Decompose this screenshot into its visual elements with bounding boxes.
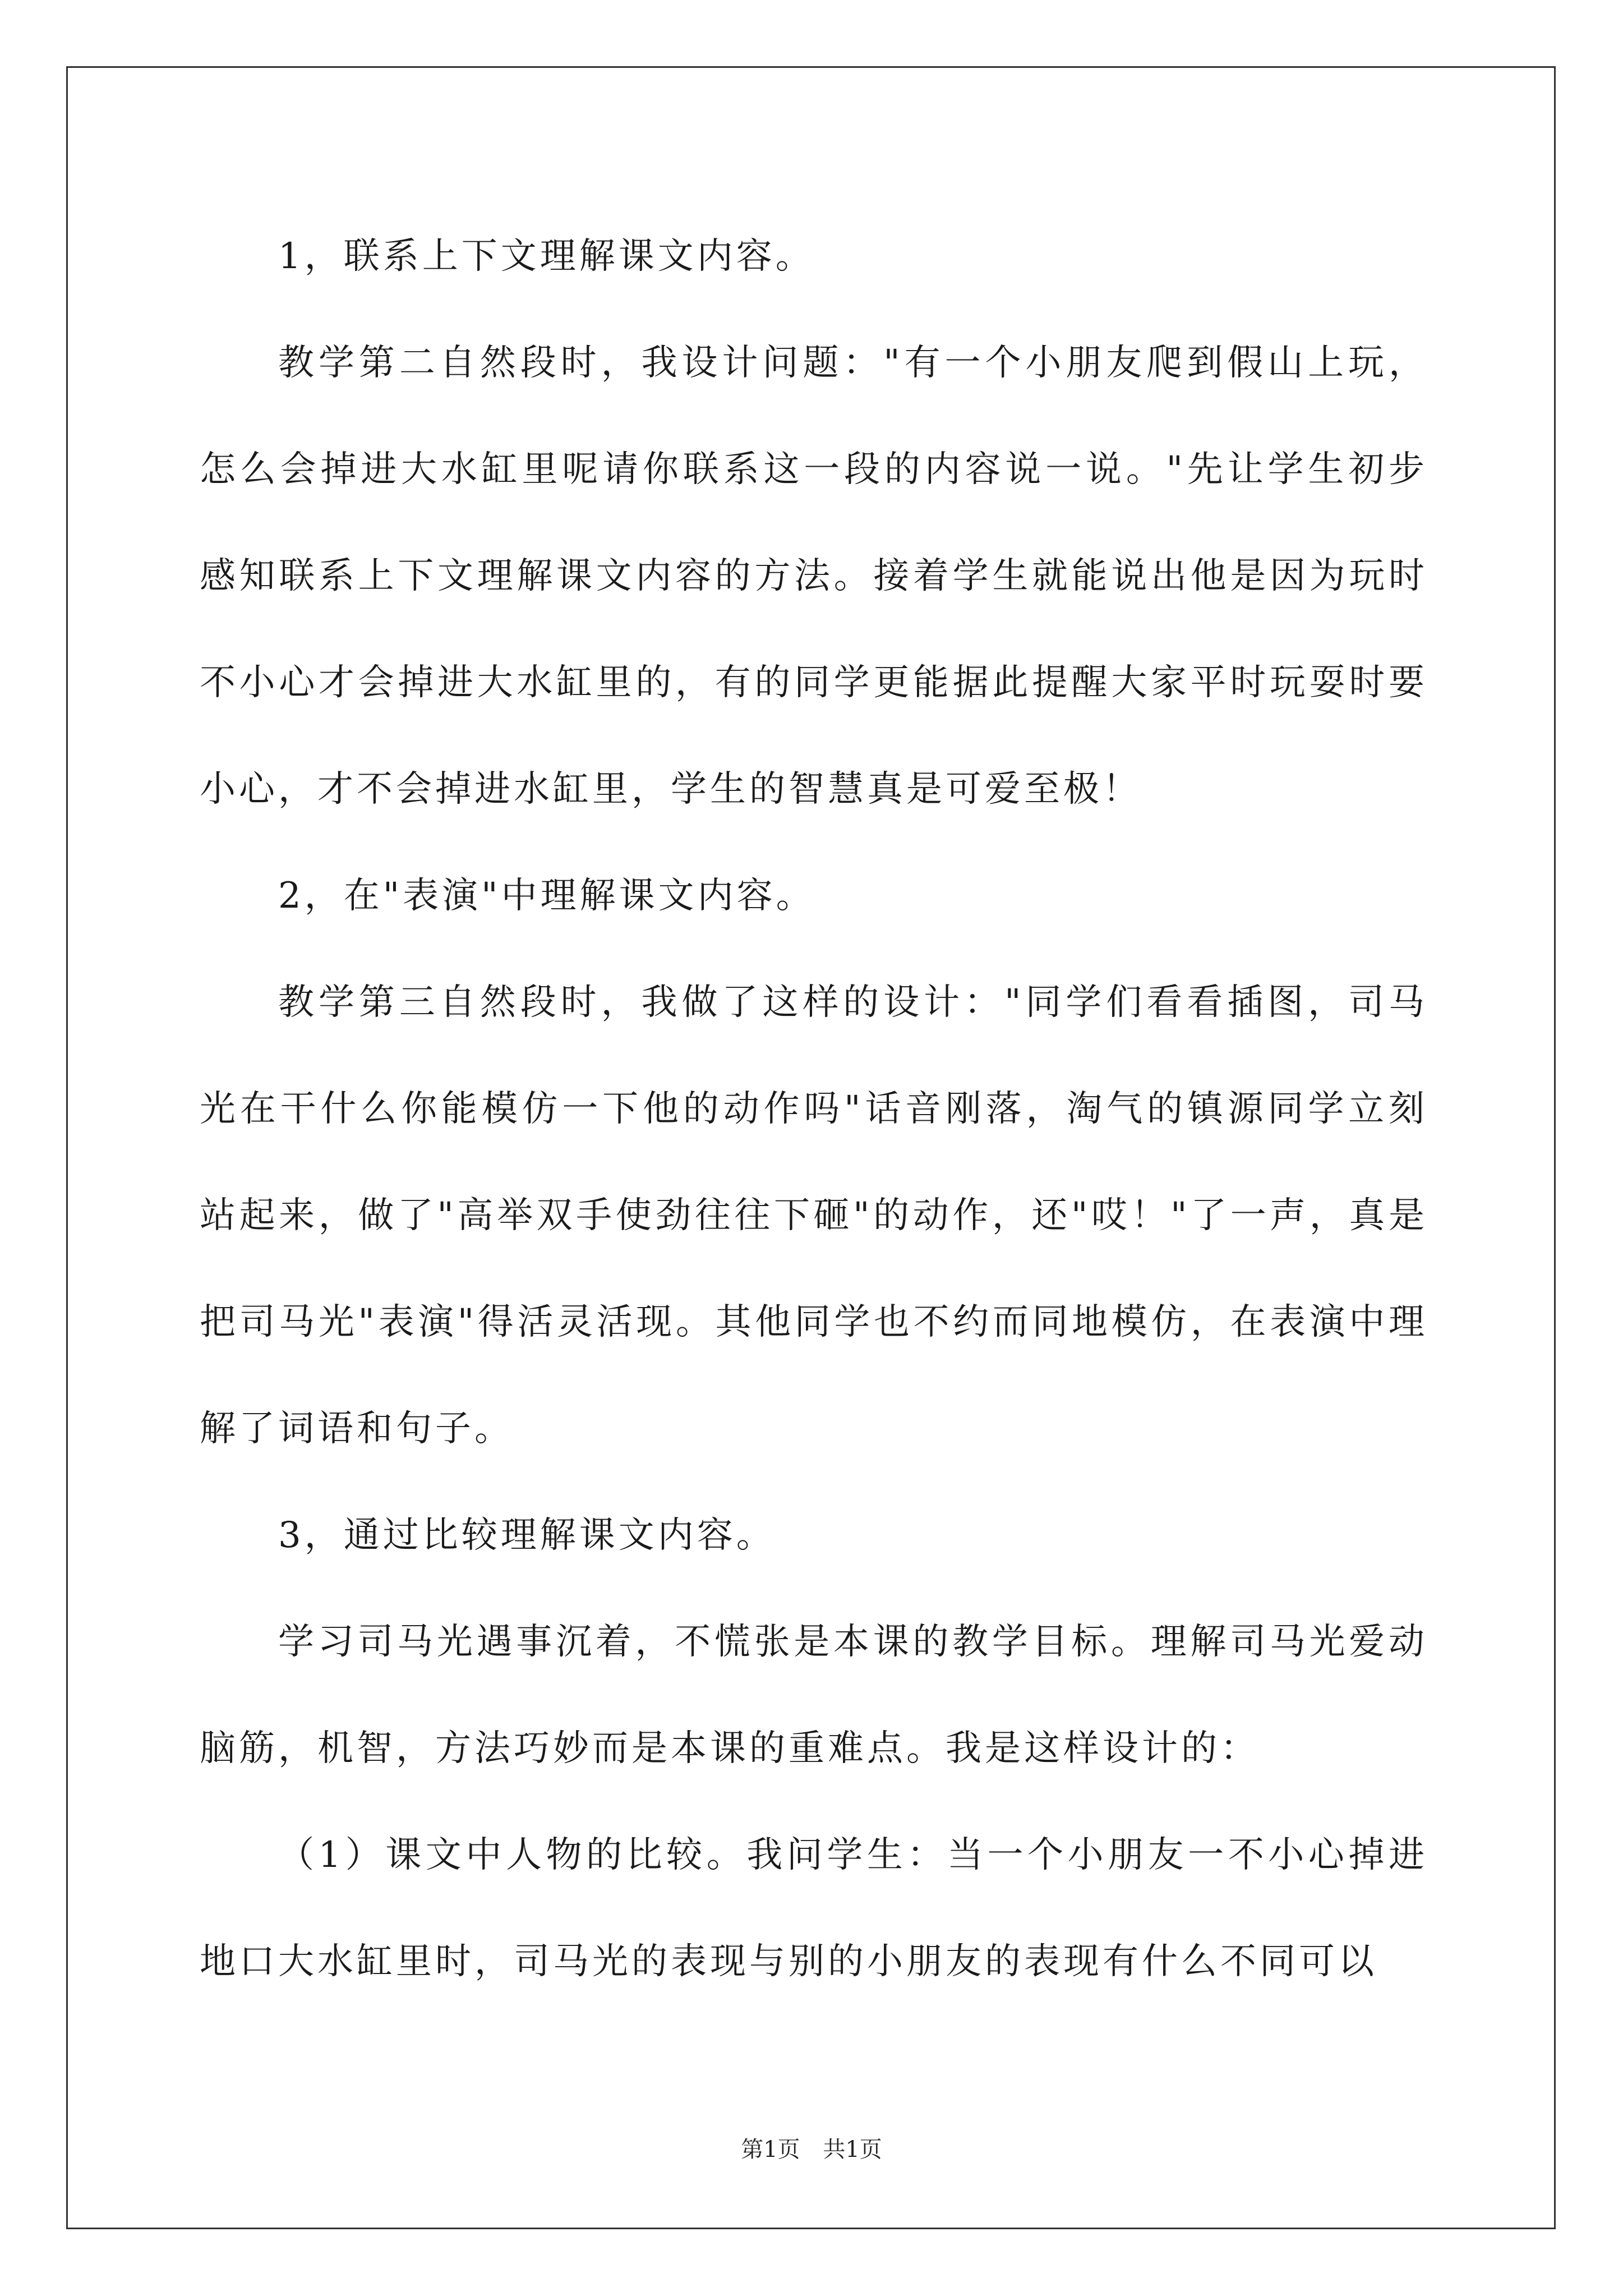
paragraph: 教学第二自然段时，我设计问题："有一个小朋友爬到假山上玩，怎么会掉进大水缸里呢请你联系这一段的内容说一说。"先让学生初步感知联系上下文理解课文内容的方法。接着学生就能说出他是因为玩时不小心才会掉进大水缸里的，有的同学更能据此提醒大家平时玩耍时要小心，才不会掉进水缸里，学生的智慧真是可爱至极！ <box>200 342 1428 810</box>
paragraph-heading-3: 3，通过比较理解课文内容。 <box>278 1515 776 1556</box>
paragraph: （1）课文中人物的比较。我问学生：当一个小朋友一不小心掉进地口大水缸里时，司马光的表现与别的小朋友的表现有什么不同可以 <box>200 1834 1428 1982</box>
paragraph: 教学第三自然段时，我做了这样的设计："同学们看看插图，司马光在干什么你能模仿一下他的动作吗"话音刚落，淘气的镇源同学立刻站起来，做了"高举双手使劲往往下砸"的动作，还"哎！"了一声，真是把司马光"表演"得活灵活现。其他同学也不约而同地模仿，在表演中理解了词语和句子。 <box>200 982 1428 1450</box>
page-footer <box>0 2132 1623 2164</box>
paragraph: 学习司马光遇事沉着，不慌张是本课的教学目标。理解司马光爱动脑筋，机智，方法巧妙而是本课的重难点。我是这样设计的： <box>200 1621 1428 1769</box>
paragraph-heading-2: 2，在"表演"中理解课文内容。 <box>278 875 815 917</box>
paragraph-heading-1: 1，联系上下文理解课文内容。 <box>278 236 815 277</box>
document-body <box>200 203 1428 2015</box>
page-number: 第1页 <box>741 2137 800 2162</box>
page-total: 共1页 <box>823 2137 882 2162</box>
